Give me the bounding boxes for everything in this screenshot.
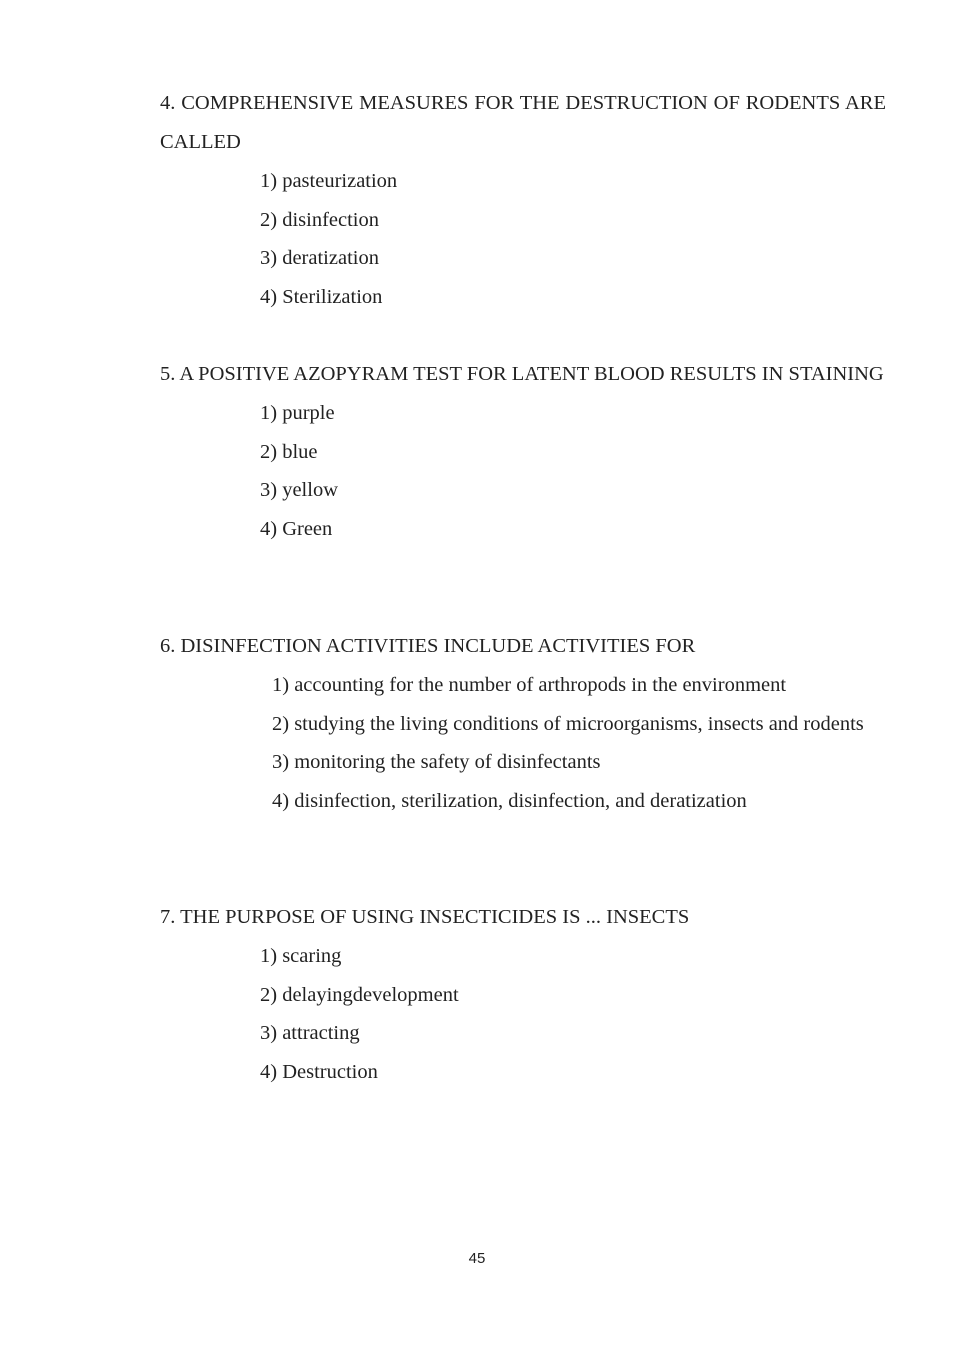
question-4-option-3: 3) deratization bbox=[260, 247, 379, 270]
question-6-options bbox=[160, 666, 886, 821]
question-5-options bbox=[160, 394, 886, 549]
question-5-option-3: 3) yellow bbox=[260, 479, 338, 502]
question-6-option-3: 3) monitoring the safety of disinfectants bbox=[272, 751, 601, 774]
question-4-options bbox=[160, 162, 886, 317]
question-6 bbox=[160, 627, 886, 821]
question-5-stem: 5. A POSITIVE AZOPYRAM TEST FOR LATENT BLOOD RESULTS IN STAINING bbox=[160, 363, 884, 385]
question-7-option-4: 4) Destruction bbox=[260, 1061, 378, 1084]
question-7-option-3: 3) attracting bbox=[260, 1022, 360, 1045]
question-7-options bbox=[160, 937, 886, 1092]
question-7 bbox=[160, 898, 886, 1092]
question-7-option-1: 1) scaring bbox=[260, 945, 342, 967]
question-6-option-4: 4) disinfection, sterilization, disinfection, and deratization bbox=[272, 790, 747, 813]
question-6-option-1: 1) accounting for the number of arthropods in the environment bbox=[272, 674, 787, 696]
page-number: 45 bbox=[468, 1250, 486, 1267]
question-6-option-2: 2) studying the living conditions of microorganisms, insects and rodents bbox=[272, 712, 864, 735]
question-4-stem: 4. COMPREHENSIVE MEASURES FOR THE DESTRUCTION OF RODENTS ARE CALLED bbox=[160, 92, 886, 153]
question-6-stem: 6. DISINFECTION ACTIVITIES INCLUDE ACTIVITIES FOR bbox=[160, 635, 696, 657]
question-5-option-1: 1) purple bbox=[260, 402, 335, 424]
question-4-option-4: 4) Sterilization bbox=[260, 286, 383, 309]
question-4 bbox=[160, 84, 886, 317]
question-7-option-2: 2) delayingdevelopment bbox=[260, 983, 459, 1006]
question-5 bbox=[160, 355, 886, 549]
question-4-option-1: 1) pasteurization bbox=[260, 170, 398, 192]
question-7-stem: 7. THE PURPOSE OF USING INSECTICIDES IS ... INSECTS bbox=[160, 906, 690, 928]
question-4-option-2: 2) disinfection bbox=[260, 208, 379, 231]
question-5-option-4: 4) Green bbox=[260, 518, 333, 541]
question-5-option-2: 2) blue bbox=[260, 440, 318, 463]
